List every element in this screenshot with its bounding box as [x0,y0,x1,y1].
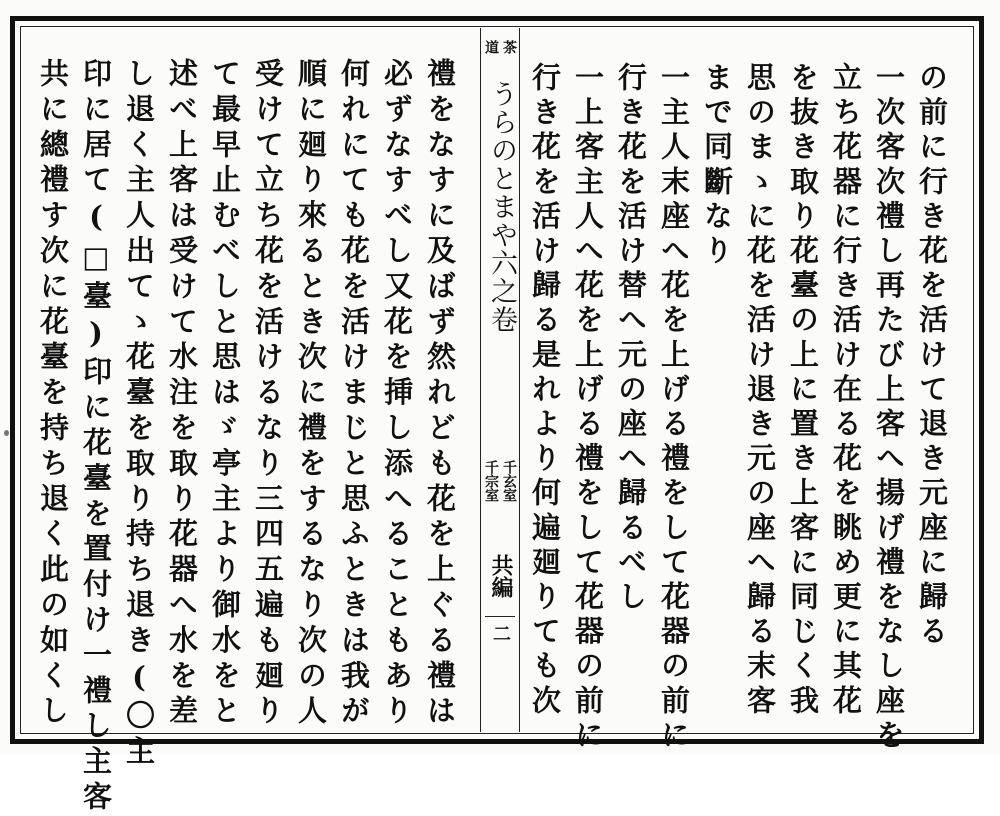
right-page-column: 行き花を活け替へ元の座へ歸るべし [614,62,648,616]
center-spine [480,28,520,732]
author-name: 千宗室 [483,460,499,502]
right-page-column: 一次客次禮し再たび上客へ揚げ禮をなし座を [872,62,906,754]
left-page-column: 何れにても花を活けまじと思ふときは我が [337,58,371,731]
right-page-column: 一上客主人へ花を上げる禮をして花器の前に [571,62,605,754]
scan-speck [4,430,9,436]
left-page-column: し退く主人出てゝ花臺を取り持ち退き(〇主 [122,58,156,771]
left-page [22,28,480,816]
left-page-column: 共に總禮す次に花臺を持ち退く此の如くし [36,58,70,731]
right-page-column: の前に行き花を活けて退き元座に歸る [915,62,949,651]
book-title: うらのとまや六之卷 [486,80,517,334]
right-page-column: 立ち花器に行き活け在る花を眺め更に其花 [829,62,863,720]
left-page-column: 述べ上客は受けて水注を取り花器へ水を差 [165,58,199,731]
right-page-column: 一主人末座へ花を上げる禮をして花器の前に [657,62,691,754]
right-page-column: まで同斷なり [700,62,734,270]
spine-series-char: 茶 [501,40,517,54]
left-page-column: 禮をなすに及ばず然れども花を上ぐる禮は [423,58,457,731]
left-page-column: 順に廻り來るとき次に禮をするなり次の人 [294,58,328,731]
right-page [520,28,972,754]
editor-credit: 共編 [488,554,514,598]
left-page-column: 印に居て(□臺)印に花臺を置付け一禮し主客 [79,58,113,816]
right-page-column: を抜き取り花臺の上に置き上客に同じく我 [786,62,820,720]
right-page-column: 思のまゝに花を活け退き元の座へ歸る末客 [743,62,777,720]
left-page-column: て最早止むべしと思はゞ亭主より御水をと [208,58,242,731]
right-page-column: 行き花を活け歸る是れより何遍廻りても次 [528,62,562,720]
author-name: 千玄室 [501,460,517,502]
left-page-column: 受けて立ち花を活けるなり三四五遍も廻り [251,58,285,731]
spine-series-char: 道 [483,40,499,54]
left-page-column: 必ずなすべし又花を挿し添へることもあり [380,58,414,731]
spine-divider [485,616,515,617]
page-number: 二 [490,624,511,642]
